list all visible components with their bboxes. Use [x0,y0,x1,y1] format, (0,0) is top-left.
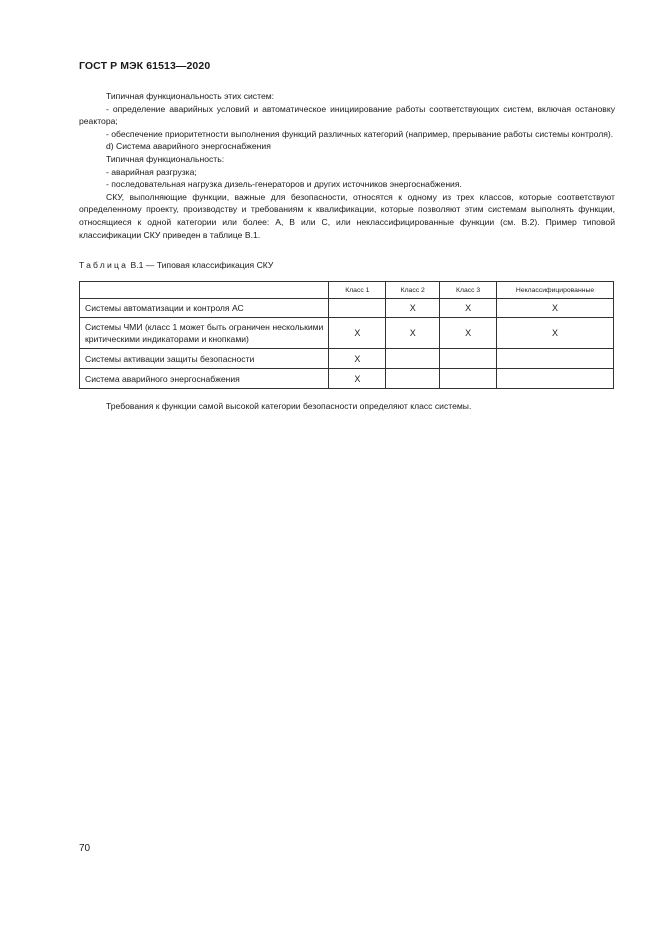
system-cell: Системы автоматизации и контроля АС [80,299,329,318]
class-1-cell [329,299,386,318]
document-header: ГОСТ Р МЭК 61513—2020 [79,60,211,72]
body-text [79,90,615,241]
column-header: Класс 2 [386,282,440,299]
class-3-cell [440,369,497,389]
column-header [80,282,329,299]
system-cell: Системы ЧМИ (класс 1 может быть ограничен несколькими критическими индикаторами и кнопками) [80,318,329,349]
system-cell: Система аварийного энергоснабжения [80,369,329,389]
paragraph: d) Система аварийного энергоснабжения [106,141,271,152]
class-2-cell [386,349,440,369]
unclassified-cell [497,369,614,389]
class-3-cell: X [440,299,497,318]
paragraph: Типичная функциональность этих систем: [106,91,275,101]
table-row [80,349,614,369]
paragraph: Типичная функциональность: [106,153,225,164]
unclassified-cell: X [497,318,614,349]
class-2-cell: X [386,299,440,318]
column-header: Класс 3 [440,282,497,299]
table-caption [79,260,273,270]
page-number: 70 [79,843,91,854]
paragraph: - обеспечение приоритетности выполнения функций различных категорий (например, прерывание работы системы контроля). [106,128,614,139]
class-1-cell: X [329,318,386,349]
class-3-cell [440,349,497,369]
paragraph: СКУ, выполняющие функции, важные для безопасности, относятся к одному из трех классов, которые соответствуют определенному проекту, производству и требованиям к квалификации, которые позволяют этим системам выполнять функции, относящиеся к одной категории или более: А, В или С, или неклассифицированные функции (см. В.2). Пример типовой классификации СКУ приведен в таблице В.1. [79,191,615,240]
table-caption-label: Таблица [79,260,129,270]
table-row [80,369,614,389]
class-1-cell: X [329,349,386,369]
unclassified-cell: X [497,299,614,318]
class-1-cell: X [329,369,386,389]
column-header: Класс 1 [329,282,386,299]
table-row [80,318,614,349]
system-cell: Системы активации защиты безопасности [80,349,329,369]
column-header: Неклассифицированные [497,282,614,299]
table-note: Требования к функции самой высокой категории безопасности определяют класс системы. [106,401,472,411]
table-row [80,299,614,318]
unclassified-cell [497,349,614,369]
paragraph: - определение аварийных условий и автоматическое инициирование работы соответствующих систем, включая остановку реактора; [79,103,615,127]
paragraph: - последовательная нагрузка дизель-генераторов и других источников энергоснабжения. [106,179,462,190]
table-header-row [80,282,614,299]
table-caption-title: В.1 — Типовая классификация СКУ [128,260,274,270]
class-2-cell: X [386,318,440,349]
class-3-cell: X [440,318,497,349]
classification-table [79,281,614,389]
class-2-cell [386,369,440,389]
paragraph: - аварийная разгрузка; [106,166,197,177]
